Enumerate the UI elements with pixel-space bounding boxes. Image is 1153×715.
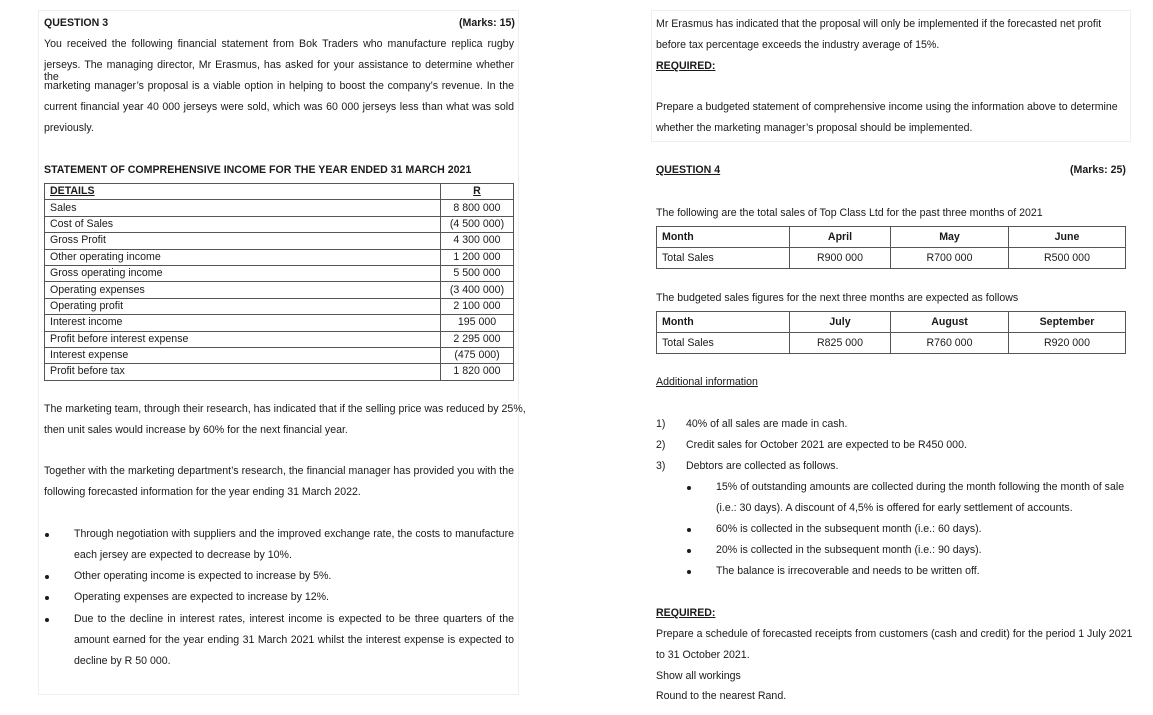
bullet-text: Operating expenses are expected to increase by 12%. xyxy=(74,591,329,603)
q4-round: Round to the nearest Rand. xyxy=(656,690,787,702)
bullet-dot xyxy=(45,596,49,600)
q3-task-line: whether the marketing manager’s proposal should be implemented. xyxy=(656,122,973,134)
item-text: Credit sales for October 2021 are expected to be R450 000. xyxy=(686,439,967,451)
q3-intro-line: marketing manager’s proposal is a viable option in helping to boost the company’s revenue. In the xyxy=(44,80,514,92)
table-row xyxy=(45,282,514,298)
sub-bullet-text: The balance is irrecoverable and needs to be written off. xyxy=(716,565,980,577)
row-label: Operating expenses xyxy=(45,282,441,298)
bullet-text: each jersey are expected to decrease by 10%. xyxy=(74,549,292,561)
row-value: 1 200 000 xyxy=(441,249,514,265)
q3-intro-line: You received the following financial statement from Bok Traders who manufacture replica rugby xyxy=(44,38,514,50)
sales-value: R900 000 xyxy=(790,248,891,269)
q4-marks: (Marks: 25) xyxy=(1070,164,1126,176)
row-label: Sales xyxy=(45,200,441,216)
month-header: June xyxy=(1009,227,1126,248)
q3-required: REQUIRED: xyxy=(656,60,716,72)
table-row xyxy=(45,249,514,265)
q3-intro-line: previously. xyxy=(44,122,94,134)
table-row xyxy=(45,298,514,314)
q4-intro: The following are the total sales of Top Class Ltd for the past three months of 2021 xyxy=(656,207,1043,219)
bullet-dot xyxy=(687,549,691,553)
row-value: (4 500 000) xyxy=(441,216,514,232)
table-header-row xyxy=(657,227,1126,248)
details-header: DETAILS xyxy=(45,184,441,200)
month-header: Month xyxy=(657,312,790,333)
row-value: 1 820 000 xyxy=(441,364,514,380)
sales-value: R500 000 xyxy=(1009,248,1126,269)
row-value: 8 800 000 xyxy=(441,200,514,216)
additional-info-heading: Additional information xyxy=(656,376,758,388)
together-line: following forecasted information for the year ending 31 March 2022. xyxy=(44,486,361,498)
bullet-dot xyxy=(687,486,691,490)
row-label: Total Sales xyxy=(657,333,790,354)
marketing-line: then unit sales would increase by 60% for the next financial year. xyxy=(44,424,348,436)
month-header: July xyxy=(790,312,891,333)
together-line: Together with the marketing department’s research, the financial manager has provided you with the xyxy=(44,465,514,477)
table-row xyxy=(45,200,514,216)
row-label: Operating profit xyxy=(45,298,441,314)
row-value: 4 300 000 xyxy=(441,233,514,249)
bullet-text: Other operating income is expected to increase by 5%. xyxy=(74,570,332,582)
sales-value: R700 000 xyxy=(891,248,1009,269)
sub-bullet-text: (i.e.: 30 days). A discount of 4,5% is offered for early settlement of accounts. xyxy=(716,502,1073,514)
q4-heading: QUESTION 4 xyxy=(656,164,721,176)
bullet-text: Due to the decline in interest rates, interest income is expected to be three quarters of the xyxy=(74,613,514,625)
q4-required: REQUIRED: xyxy=(656,607,716,619)
bullet-dot xyxy=(45,575,49,579)
q3-cont-line: Mr Erasmus has indicated that the proposal will only be implemented if the forecasted net profit xyxy=(656,18,1102,30)
bullet-dot xyxy=(45,618,49,622)
table-row xyxy=(45,233,514,249)
table-header-row xyxy=(45,184,514,200)
table-row xyxy=(657,333,1126,354)
table-row xyxy=(45,364,514,380)
month-header: May xyxy=(891,227,1009,248)
row-value: 2 100 000 xyxy=(441,298,514,314)
table-row xyxy=(45,331,514,347)
bullet-text: decline by R 50 000. xyxy=(74,655,171,667)
table-row xyxy=(657,248,1126,269)
bullet-dot xyxy=(687,570,691,574)
bullet-dot xyxy=(45,533,49,537)
income-statement-table xyxy=(44,183,514,381)
sub-bullet-text: 15% of outstanding amounts are collected during the month following the month of sale xyxy=(716,481,1125,493)
item-text: Debtors are collected as follows. xyxy=(686,460,839,472)
q4-show-workings: Show all workings xyxy=(656,670,741,682)
sales-value: R920 000 xyxy=(1009,333,1126,354)
month-header: April xyxy=(790,227,891,248)
table-row xyxy=(45,265,514,281)
q3-task-line: Prepare a budgeted statement of comprehensive income using the information above to determine xyxy=(656,101,1118,113)
month-header: August xyxy=(891,312,1009,333)
amount-header: R xyxy=(441,184,514,200)
item-number: 3) xyxy=(656,460,666,472)
row-label: Gross operating income xyxy=(45,265,441,281)
sub-bullet-text: 60% is collected in the subsequent month (i.e.: 60 days). xyxy=(716,523,982,535)
row-label: Other operating income xyxy=(45,249,441,265)
marketing-line: The marketing team, through their research, has indicated that if the selling price was reduced by 25%, xyxy=(44,403,526,415)
row-value: 2 295 000 xyxy=(441,331,514,347)
budget-sales-table xyxy=(656,311,1126,354)
row-value: (3 400 000) xyxy=(441,282,514,298)
sub-bullet-text: 20% is collected in the subsequent month (i.e.: 90 days). xyxy=(716,544,982,556)
sales-value: R825 000 xyxy=(790,333,891,354)
statement-title: STATEMENT OF COMPREHENSIVE INCOME FOR THE YEAR ENDED 31 MARCH 2021 xyxy=(44,164,472,176)
q3-heading: QUESTION 3 xyxy=(44,17,109,29)
item-number: 1) xyxy=(656,418,666,430)
table-row xyxy=(45,347,514,363)
month-header: September xyxy=(1009,312,1126,333)
q3-intro-line: current financial year 40 000 jerseys were sold, which was 60 000 jerseys less than what was sold xyxy=(44,101,514,113)
q3-marks: (Marks: 15) xyxy=(459,17,515,29)
bullet-text: Through negotiation with suppliers and the improved exchange rate, the costs to manufacture xyxy=(74,528,514,540)
q3-intro-line: jerseys. The managing director, Mr Erasmus, has asked for your assistance to determine whether the xyxy=(44,59,514,83)
item-text: 40% of all sales are made in cash. xyxy=(686,418,848,430)
row-label: Gross Profit xyxy=(45,233,441,249)
budget-intro: The budgeted sales figures for the next three months are expected as follows xyxy=(656,292,1019,304)
past-sales-table xyxy=(656,226,1126,269)
row-label: Total Sales xyxy=(657,248,790,269)
row-label: Interest income xyxy=(45,315,441,331)
table-row xyxy=(45,216,514,232)
q3-cont-line: before tax percentage exceeds the industry average of 15%. xyxy=(656,39,940,51)
bullet-text: amount earned for the year ending 31 March 2021 whilst the interest expense is expected to xyxy=(74,634,514,646)
row-value: (475 000) xyxy=(441,347,514,363)
q4-task-line: Prepare a schedule of forecasted receipts from customers (cash and credit) for the period 1 July 2021 xyxy=(656,628,1133,640)
row-label: Interest expense xyxy=(45,347,441,363)
sales-value: R760 000 xyxy=(891,333,1009,354)
item-number: 2) xyxy=(656,439,666,451)
row-value: 195 000 xyxy=(441,315,514,331)
row-label: Profit before tax xyxy=(45,364,441,380)
bullet-dot xyxy=(687,528,691,532)
month-header: Month xyxy=(657,227,790,248)
row-label: Cost of Sales xyxy=(45,216,441,232)
table-row xyxy=(45,315,514,331)
row-label: Profit before interest expense xyxy=(45,331,441,347)
table-header-row xyxy=(657,312,1126,333)
row-value: 5 500 000 xyxy=(441,265,514,281)
q4-task-line: to 31 October 2021. xyxy=(656,649,750,661)
